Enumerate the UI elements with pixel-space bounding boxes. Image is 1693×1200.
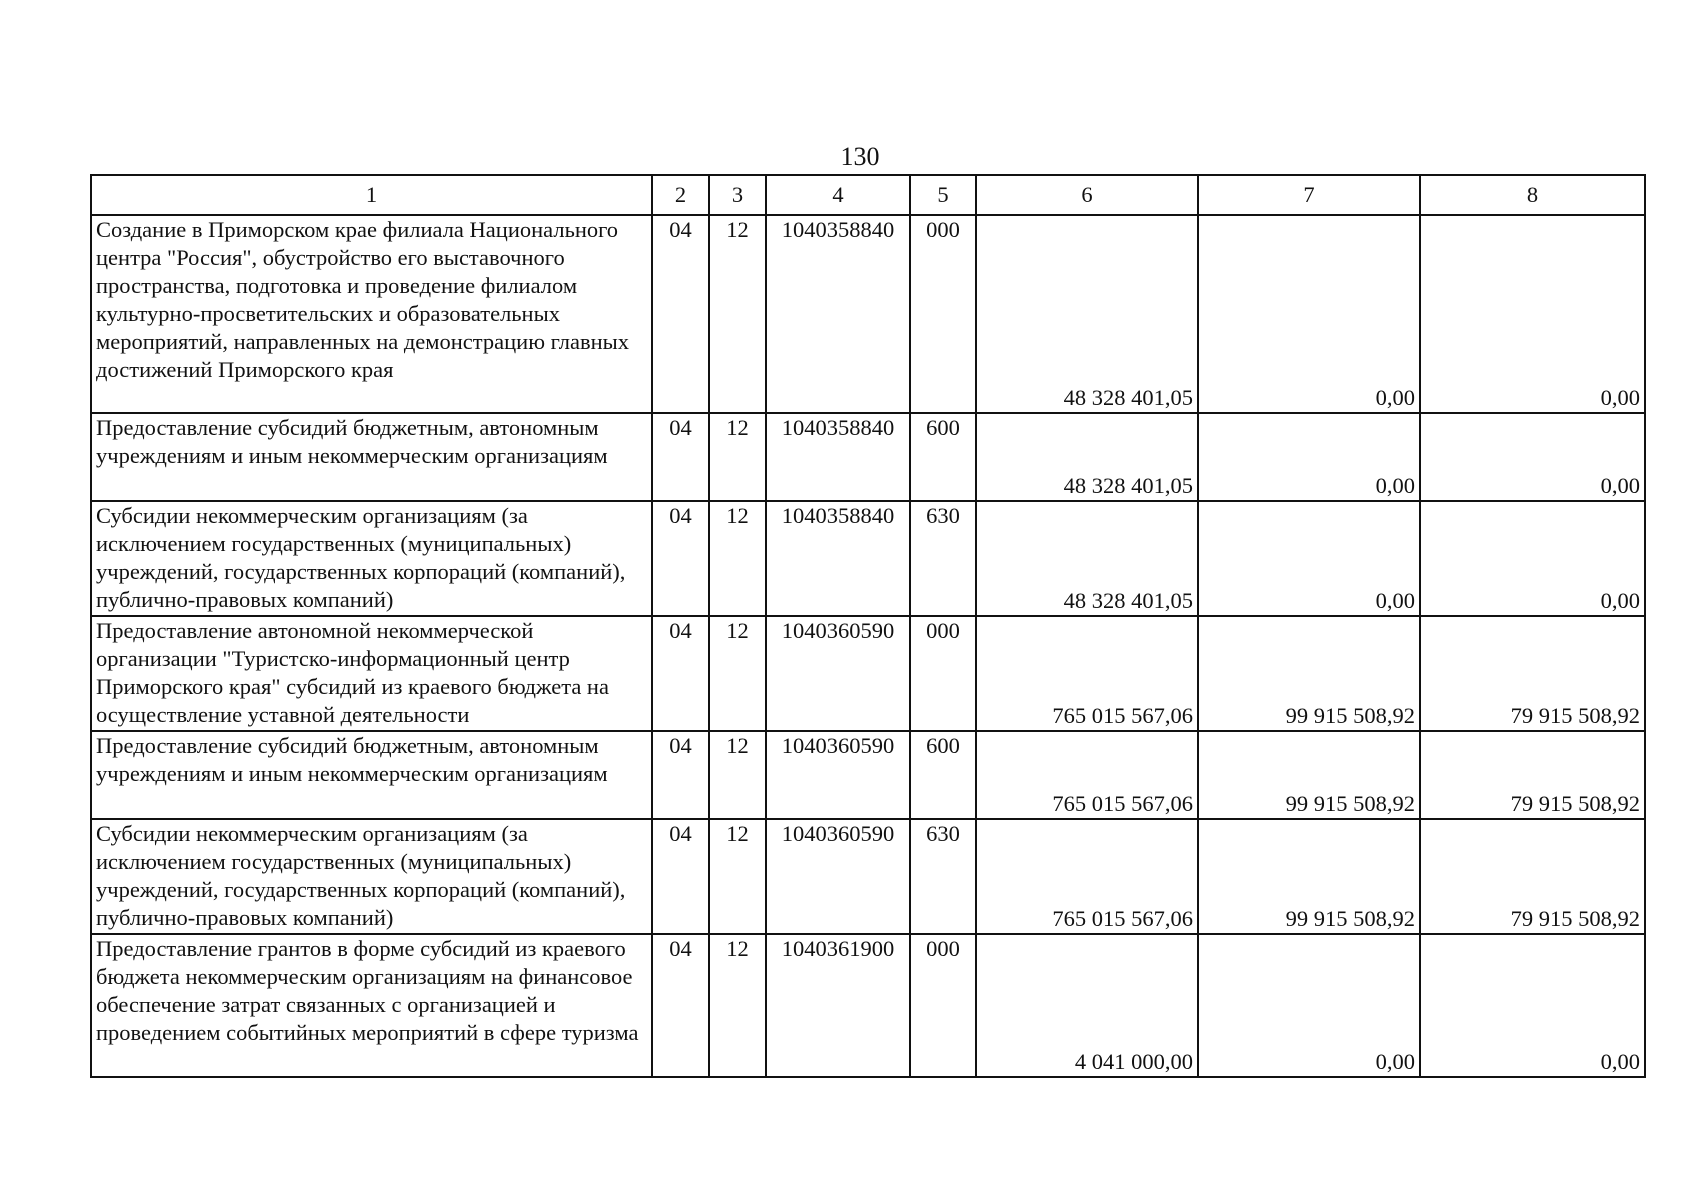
header-col-6: 6 xyxy=(976,175,1198,215)
page-number: 130 xyxy=(840,142,880,171)
row-subsection: 12 xyxy=(709,819,766,934)
row-name: Предоставление субсидий бюджетным, автономным учреждениям и иным некоммерческим организациям xyxy=(91,413,652,501)
row-amount-8: 0,00 xyxy=(1420,215,1645,413)
row-amount-8: 0,00 xyxy=(1420,934,1645,1077)
row-amount-8: 79 915 508,92 xyxy=(1420,819,1645,934)
row-amount-6: 48 328 401,05 xyxy=(976,413,1198,501)
table-row xyxy=(91,616,1645,731)
row-type-code: 000 xyxy=(910,215,976,413)
row-type-code: 600 xyxy=(910,413,976,501)
row-name: Предоставление грантов в форме субсидий из краевого бюджета некоммерческим организациям на финансовое обеспечение затрат связанных с организацией и проведением событийных мероприятий в сфере туризма xyxy=(91,934,652,1077)
row-section: 04 xyxy=(652,934,709,1077)
row-type-code: 000 xyxy=(910,934,976,1077)
row-target-code: 1040360590 xyxy=(766,819,910,934)
header-col-4: 4 xyxy=(766,175,910,215)
row-type-code: 630 xyxy=(910,819,976,934)
row-subsection: 12 xyxy=(709,731,766,819)
header-row xyxy=(91,175,1645,215)
row-section: 04 xyxy=(652,819,709,934)
row-amount-6: 765 015 567,06 xyxy=(976,731,1198,819)
header-col-8: 8 xyxy=(1420,175,1645,215)
row-target-code: 1040358840 xyxy=(766,413,910,501)
row-amount-7: 99 915 508,92 xyxy=(1198,819,1420,934)
table-row xyxy=(91,731,1645,819)
row-amount-7: 0,00 xyxy=(1198,501,1420,616)
row-target-code: 1040360590 xyxy=(766,616,910,731)
row-amount-6: 765 015 567,06 xyxy=(976,616,1198,731)
row-target-code: 1040361900 xyxy=(766,934,910,1077)
row-section: 04 xyxy=(652,731,709,819)
table-row xyxy=(91,215,1645,413)
row-amount-7: 0,00 xyxy=(1198,215,1420,413)
row-amount-8: 0,00 xyxy=(1420,413,1645,501)
row-amount-6: 765 015 567,06 xyxy=(976,819,1198,934)
header-col-2: 2 xyxy=(652,175,709,215)
header-col-7: 7 xyxy=(1198,175,1420,215)
row-subsection: 12 xyxy=(709,413,766,501)
row-type-code: 630 xyxy=(910,501,976,616)
row-amount-8: 79 915 508,92 xyxy=(1420,731,1645,819)
row-name: Предоставление субсидий бюджетным, автономным учреждениям и иным некоммерческим организациям xyxy=(91,731,652,819)
row-amount-8: 79 915 508,92 xyxy=(1420,616,1645,731)
row-amount-6: 48 328 401,05 xyxy=(976,215,1198,413)
budget-table xyxy=(90,174,1646,1078)
row-section: 04 xyxy=(652,616,709,731)
row-subsection: 12 xyxy=(709,934,766,1077)
row-name: Субсидии некоммерческим организациям (за исключением государственных (муниципальных) учреждений, государственных корпораций (компаний), публично-правовых компаний) xyxy=(91,819,652,934)
row-amount-7: 0,00 xyxy=(1198,934,1420,1077)
row-type-code: 600 xyxy=(910,731,976,819)
row-name: Субсидии некоммерческим организациям (за исключением государственных (муниципальных) учреждений, государственных корпораций (компаний), публично-правовых компаний) xyxy=(91,501,652,616)
row-section: 04 xyxy=(652,215,709,413)
row-name: Предоставление автономной некоммерческой организации "Туристско-информационный центр Приморского края" субсидий из краевого бюджета на осуществление уставной деятельности xyxy=(91,616,652,731)
row-amount-7: 0,00 xyxy=(1198,413,1420,501)
row-section: 04 xyxy=(652,501,709,616)
table-row xyxy=(91,819,1645,934)
table-header xyxy=(91,175,1645,215)
header-col-5: 5 xyxy=(910,175,976,215)
table-body xyxy=(91,215,1645,1077)
row-subsection: 12 xyxy=(709,501,766,616)
row-target-code: 1040358840 xyxy=(766,501,910,616)
row-type-code: 000 xyxy=(910,616,976,731)
row-amount-7: 99 915 508,92 xyxy=(1198,731,1420,819)
table-row xyxy=(91,501,1645,616)
row-target-code: 1040358840 xyxy=(766,215,910,413)
header-col-1: 1 xyxy=(91,175,652,215)
row-subsection: 12 xyxy=(709,215,766,413)
row-amount-7: 99 915 508,92 xyxy=(1198,616,1420,731)
header-col-3: 3 xyxy=(709,175,766,215)
table-row xyxy=(91,934,1645,1077)
row-target-code: 1040360590 xyxy=(766,731,910,819)
row-amount-6: 4 041 000,00 xyxy=(976,934,1198,1077)
row-name: Создание в Приморском крае филиала Национального центра "Россия", обустройство его выставочного пространства, подготовка и проведение филиалом культурно-просветительских и образовательных мероприятий, направленных на демонстрацию главных достижений Приморского края xyxy=(91,215,652,413)
row-amount-8: 0,00 xyxy=(1420,501,1645,616)
row-amount-6: 48 328 401,05 xyxy=(976,501,1198,616)
row-section: 04 xyxy=(652,413,709,501)
table-row xyxy=(91,413,1645,501)
row-subsection: 12 xyxy=(709,616,766,731)
